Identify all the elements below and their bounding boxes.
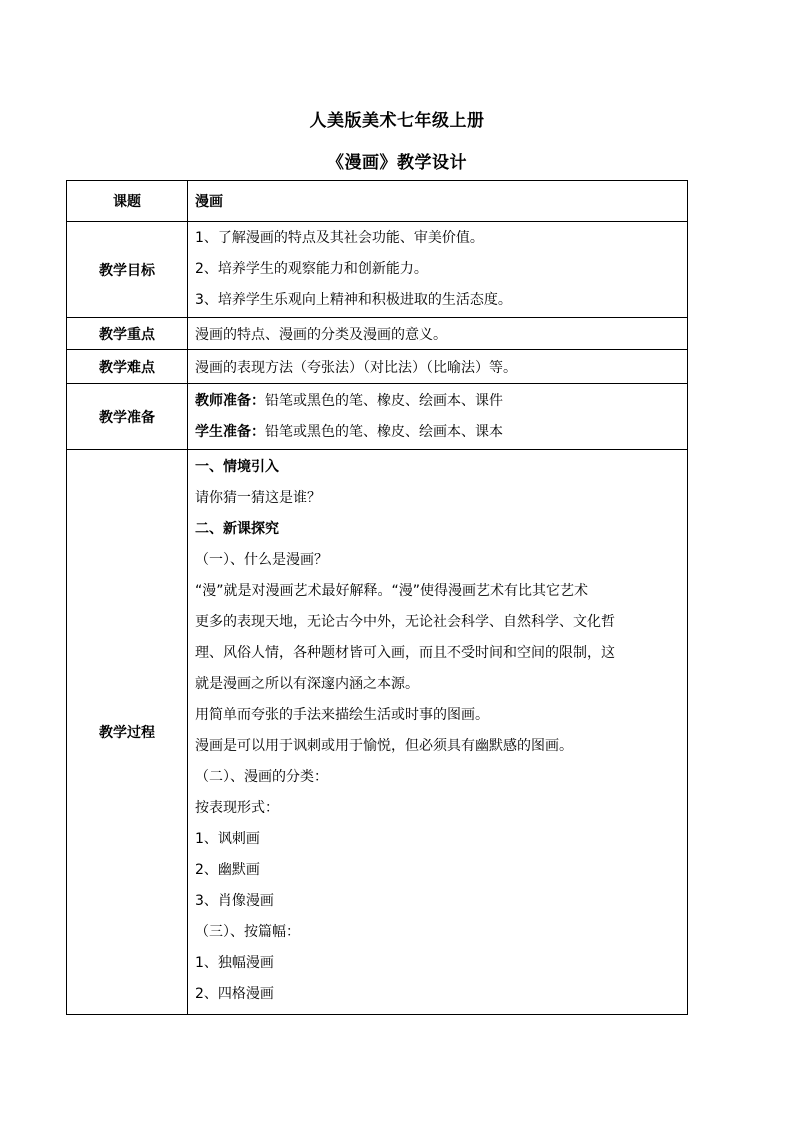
list-heading: 按表现形式： <box>195 800 279 816</box>
label-goals: 教学目标 <box>67 222 188 318</box>
value-difficulties: 漫画的表现方法（夸张法）（对比法）（比喻法）等。 <box>188 350 688 384</box>
label-topic: 课题 <box>67 181 188 222</box>
subsection-heading: （二）、漫画的分类： <box>195 769 328 785</box>
value-topic: 漫画 <box>188 181 688 222</box>
paragraph-line: 用简单而夸张的手法来描绘生活或时事的图画。 <box>195 707 489 723</box>
row-topic <box>67 181 688 222</box>
label-difficulties: 教学难点 <box>67 350 188 384</box>
list-item: 2、幽默画 <box>195 862 260 878</box>
document-subtitle: 《漫画》教学设计 <box>327 153 467 173</box>
label-process: 教学过程 <box>67 450 188 1015</box>
goal-item: 1、了解漫画的特点及其社会功能、审美价值。 <box>195 230 484 246</box>
value-key-points: 漫画的特点、漫画的分类及漫画的意义。 <box>188 318 688 350</box>
row-preparation <box>67 384 688 450</box>
value-goals <box>188 222 688 318</box>
section-heading: 二、新课探究 <box>195 521 279 537</box>
paragraph-line: “漫”就是对漫画艺术最好解释。“漫”使得漫画艺术有比其它艺术 <box>195 583 589 599</box>
goal-item: 3、培养学生乐观向上精神和积极进取的生活态度。 <box>195 292 512 308</box>
document-title: 人美版美术七年级上册 <box>309 111 485 131</box>
section-text: 请你猜一猜这是谁？ <box>195 490 321 506</box>
row-process <box>67 450 688 1015</box>
list-item: 1、讽刺画 <box>195 831 260 847</box>
student-preparation-value: 铅笔或黑色的笔、橡皮、绘画本、课本 <box>265 423 503 440</box>
paragraph-line: 更多的表现天地，无论古今中外，无论社会科学、自然科学、文化哲 <box>195 614 615 630</box>
teacher-preparation <box>195 386 683 417</box>
row-key-points <box>67 318 688 350</box>
section-heading: 一、情境引入 <box>195 459 279 475</box>
lesson-plan-table <box>66 180 688 1015</box>
paragraph-line: 漫画是可以用于讽刺或用于愉悦，但必须具有幽默感的图画。 <box>195 738 573 754</box>
list-item: 2、四格漫画 <box>195 986 274 1002</box>
paragraph-line: 理、风俗人情，各种题材皆可入画，而且不受时间和空间的限制，这 <box>195 645 615 661</box>
teacher-preparation-label: 教师准备： <box>195 392 265 409</box>
subsection-heading: （一）、什么是漫画？ <box>195 552 328 568</box>
subsection-heading: （三）、按篇幅： <box>195 924 300 940</box>
goal-item: 2、培养学生的观察能力和创新能力。 <box>195 261 428 277</box>
value-process <box>188 450 688 1015</box>
label-preparation: 教学准备 <box>67 384 188 450</box>
label-key-points: 教学重点 <box>67 318 188 350</box>
list-item: 1、独幅漫画 <box>195 955 274 971</box>
value-preparation <box>188 384 688 450</box>
student-preparation-label: 学生准备： <box>195 423 265 440</box>
row-goals <box>67 222 688 318</box>
teacher-preparation-value: 铅笔或黑色的笔、橡皮、绘画本、课件 <box>265 392 503 409</box>
row-difficulties <box>67 350 688 384</box>
list-item: 3、肖像漫画 <box>195 893 274 909</box>
paragraph-line: 就是漫画之所以有深邃内涵之本源。 <box>195 676 419 692</box>
student-preparation <box>195 417 683 448</box>
